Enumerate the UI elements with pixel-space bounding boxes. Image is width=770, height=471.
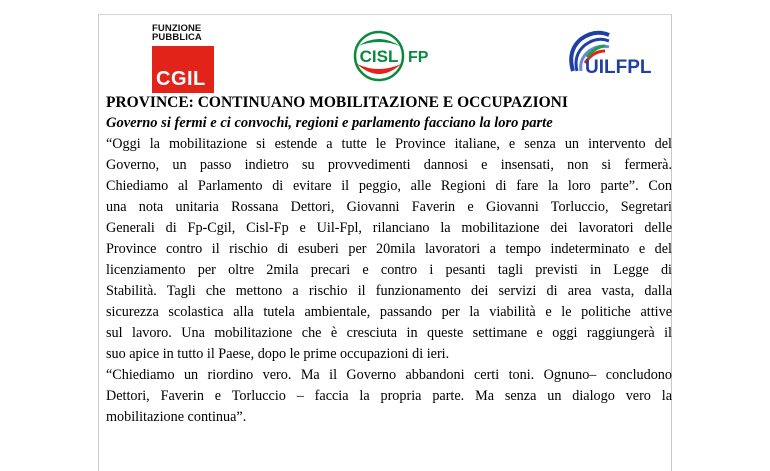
paragraph-line: sicurezza scolastica alla tutela ambientale, passando per la viabilità e le politiche attive [106, 304, 672, 320]
article-subheadline: Governo si fermi e ci convochi, regioni e parlamento facciano la loro parte [106, 115, 553, 131]
cisl-logo-graphic [352, 26, 452, 86]
paragraph-line: licenziamento per oltre 2mila precari e contro i pesanti tagli previsti in Legge di [106, 262, 672, 278]
paragraph-line: “Chiediamo un riordino vero. Ma il Governo abbandoni certi toni. Ognuno– concludono [106, 367, 672, 383]
uil-fpl-logo [565, 27, 671, 83]
cisl-fp-logo [352, 26, 452, 86]
cgil-logo-red-block [152, 46, 214, 93]
paragraph-line: Dettori, Faverin e Torluccio – faccia la propria parte. Ma senza un dialogo vero la [106, 388, 672, 404]
cisl-logo-suffix: FP [408, 49, 429, 66]
uil-logo-text: UILFPL [585, 57, 652, 78]
cgil-logo-text: CGIL [156, 68, 206, 90]
paragraph-line: sul lavoro. Una mobilitazione che è cresciuta in queste settimane e oggi raggiungerà il [106, 325, 672, 341]
paragraph-line: Stabilità. Tagli che mettono a rischio il funzionamento dei servizi di area vasta, dalla [106, 283, 672, 299]
paragraph-line: suo apice in tutto il Paese, dopo le prime occupazioni di ieri. [106, 346, 450, 362]
uil-logo-graphic [565, 27, 671, 83]
article [106, 93, 672, 428]
fp-cgil-logo [152, 24, 218, 92]
paragraph-line: Generali di Fp-Cgil, Cisl-Fp e Uil-Fpl, rilanciano la mobilitazione dei lavoratori delle [106, 220, 672, 236]
paragraph-line: Governo, un passo indietro su provvedimenti dannosi e insensati, non si fermerà. [106, 157, 672, 173]
article-paragraph-1 [106, 134, 672, 365]
article-headline: PROVINCE: CONTINUANO MOBILITAZIONE E OCCUPAZIONI [106, 94, 568, 111]
cgil-logo-top-text: FUNZIONE PUBBLICA [152, 23, 202, 43]
paragraph-line: Province contro il rischio di esuberi per 20mila lavoratori a tempo indeterminato e del [106, 241, 672, 257]
cisl-logo-text: CISL [359, 47, 399, 66]
article-paragraph-2 [106, 365, 672, 428]
paragraph-line: mobilitazione continua”. [106, 409, 247, 425]
paragraph-line: una nota unitaria Rossana Dettori, Giovanni Faverin e Giovanni Torluccio, Segretari [106, 199, 672, 215]
paragraph-line: “Oggi la mobilitazione si estende a tutte le Province italiane, e senza un intervento del [106, 136, 672, 152]
paragraph-line: Chiediamo al Parlamento di evitare il peggio, alle Regioni di fare la loro parte”. Con [106, 178, 672, 194]
